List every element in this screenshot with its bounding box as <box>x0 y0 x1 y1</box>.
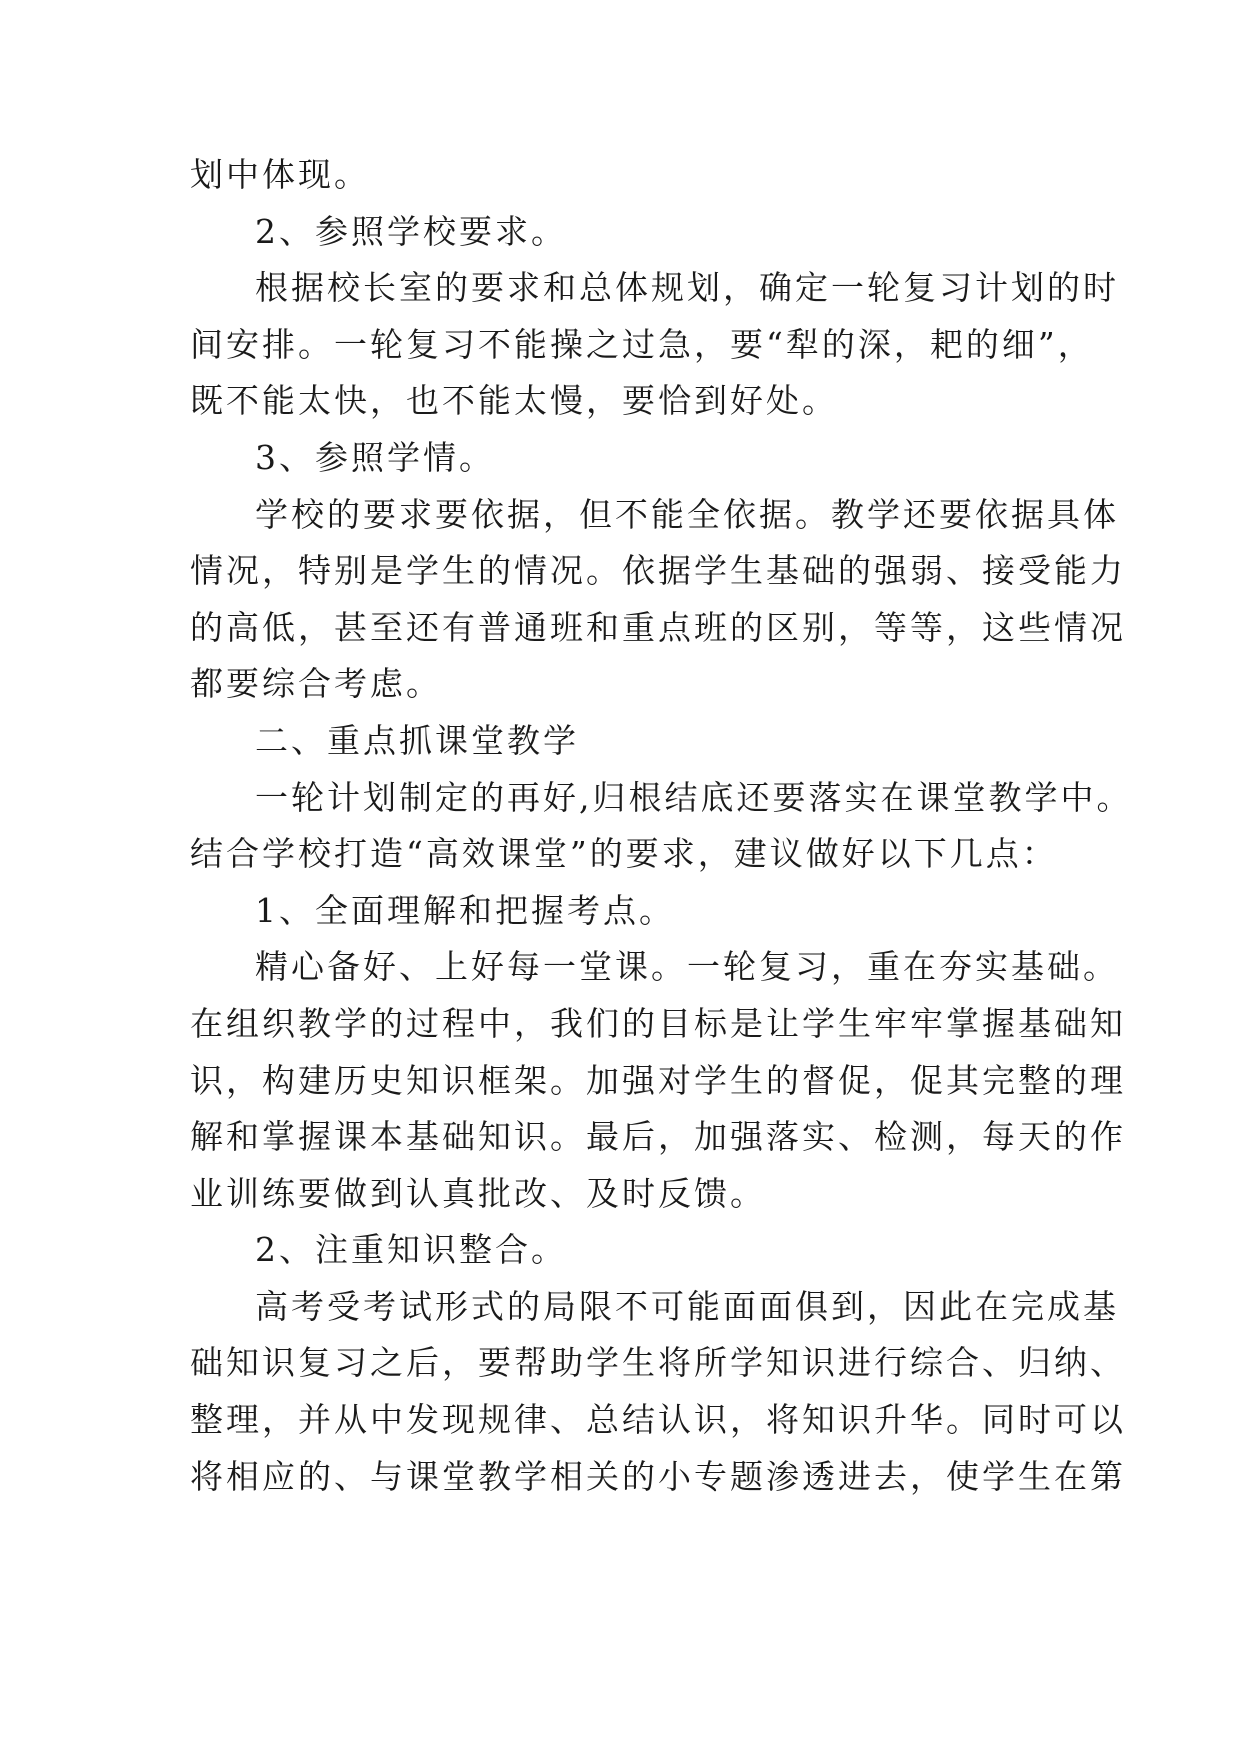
text-line: 间安排。一轮复习不能操之过急，要“犁的深，耙的细”， <box>190 324 1094 364</box>
paragraph-start: 精心备好、上好每一堂课。一轮复习，重在夯实基础。 <box>255 947 1119 987</box>
text-line: 础知识复习之后，要帮助学生将所学知识进行综合、归纳、 <box>190 1343 1126 1383</box>
text-line: 整理，并从中发现规律、总结认识，将知识升华。同时可以 <box>190 1400 1126 1440</box>
section-heading: 1、全面理解和把握考点。 <box>255 890 675 930</box>
section-heading: 3、参照学情。 <box>255 437 495 477</box>
text-line: 情况，特别是学生的情况。依据学生基础的强弱、接受能力 <box>190 551 1126 591</box>
text-line: 的高低，甚至还有普通班和重点班的区别，等等，这些情况 <box>190 607 1126 647</box>
section-heading: 2、参照学校要求。 <box>255 211 567 251</box>
text-line: 结合学校打造“高效课堂”的要求，建议做好以下几点： <box>190 834 1058 874</box>
text-line: 将相应的、与课堂教学相关的小专题渗透进去，使学生在第 <box>190 1456 1126 1496</box>
paragraph-start: 高考受考试形式的局限不可能面面俱到，因此在完成基 <box>255 1286 1119 1326</box>
text-line: 都要综合考虑。 <box>190 664 442 704</box>
paragraph-start: 学校的要求要依据，但不能全依据。教学还要依据具体 <box>255 494 1119 534</box>
text-line: 解和掌握课本基础知识。最后，加强落实、检测，每天的作 <box>190 1117 1126 1157</box>
paragraph-start: 一轮计划制定的再好,归根结底还要落实在课堂教学中。 <box>255 777 1133 817</box>
section-heading: 二、重点抓课堂教学 <box>255 720 579 760</box>
paragraph-start: 根据校长室的要求和总体规划，确定一轮复习计划的时 <box>255 268 1119 308</box>
text-line: 划中体现。 <box>190 155 370 194</box>
document-body <box>190 147 1133 1505</box>
text-line: 既不能太快，也不能太慢，要恰到好处。 <box>190 381 838 421</box>
section-heading: 2、注重知识整合。 <box>255 1230 567 1270</box>
text-line: 识，构建历史知识框架。加强对学生的督促，促其完整的理 <box>190 1060 1126 1100</box>
text-line: 在组织教学的过程中，我们的目标是让学生牢牢掌握基础知 <box>190 1003 1126 1043</box>
text-line: 业训练要做到认真批改、及时反馈。 <box>190 1173 766 1213</box>
